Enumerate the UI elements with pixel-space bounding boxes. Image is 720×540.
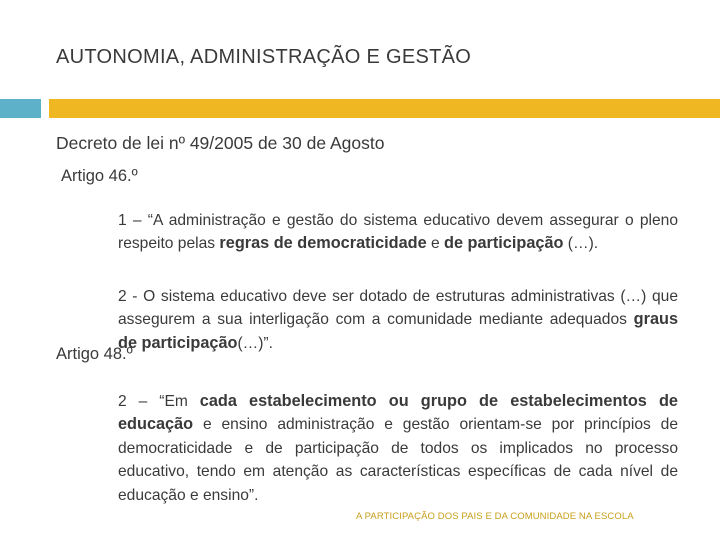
decree-heading: Decreto de lei nº 49/2005 de 30 de Agosto — [56, 133, 385, 153]
article-46-paragraph-2: 2 - O sistema educativo deve ser dotado de estruturas administrativas (…) que assegurem a sua interligação com a comunidade mediante adequados graus de participação(…)”. — [118, 287, 678, 352]
article-48-heading: Artigo 48.º — [56, 345, 133, 363]
article-46-heading: Artigo 46.º — [61, 167, 138, 185]
accent-bar-blue — [0, 99, 41, 118]
accent-bar-gold — [49, 99, 720, 118]
slide-title: AUTONOMIA, ADMINISTRAÇÃO E GESTÃO — [56, 46, 472, 68]
article-48-paragraph-1: 2 – “Em cada estabelecimento ou grupo de estabelecimentos de educação e ensino administração e gestão orientam-se por princípios de democraticidade e de participação de todos os implicados no processo educativo, tendo em atenção as características específicas de cada nível de educação e ensino”. — [118, 391, 678, 504]
footer-caption: A PARTICIPAÇÃO DOS PAIS E DA COMUNIDADE NA ESCOLA — [356, 511, 634, 522]
article-46-paragraph-1: 1 – “A administração e gestão do sistema educativo devem assegurar o pleno respeito pelas regras de democraticidade e de participação (…). — [118, 211, 678, 253]
